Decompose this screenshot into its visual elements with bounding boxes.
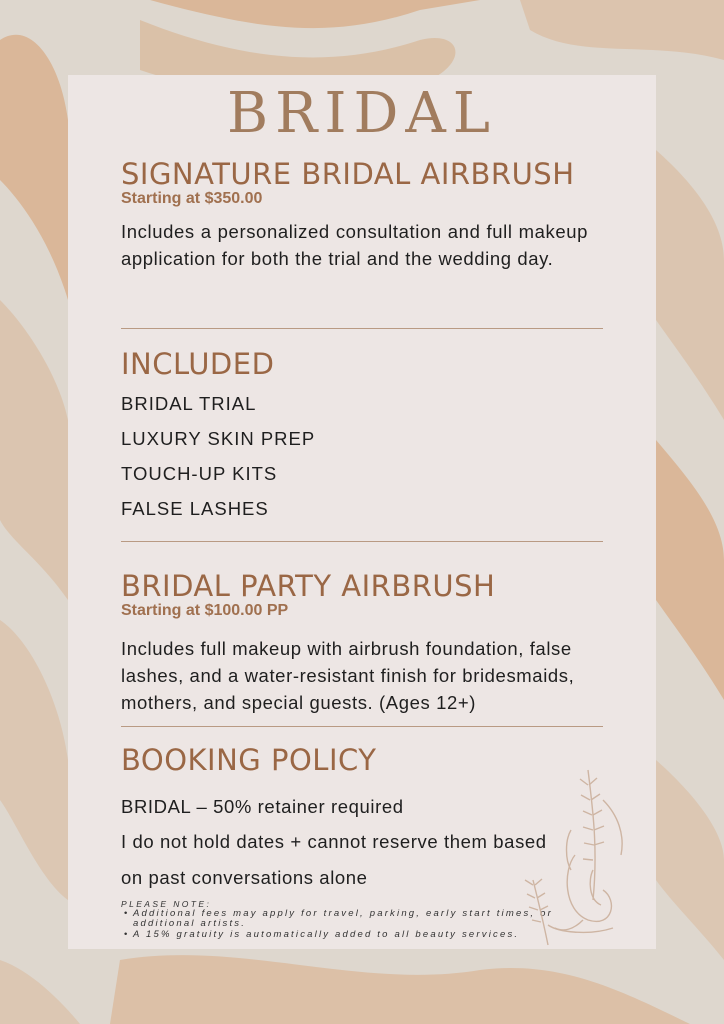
included-item: BRIDAL TRIAL <box>121 393 257 414</box>
party-price: Starting at $100.00 PP <box>121 602 289 619</box>
included-item: LUXURY SKIN PREP <box>121 428 316 449</box>
booking-line: I do not hold dates + cannot reserve them based <box>121 831 547 852</box>
included-item: TOUCH-UP KITS <box>121 463 278 484</box>
divider <box>121 328 603 329</box>
price-card <box>68 75 656 949</box>
included-heading: INCLUDED <box>121 347 275 381</box>
page-title: BRIDAL <box>227 81 497 146</box>
booking-heading: BOOKING POLICY <box>121 743 377 777</box>
party-heading: BRIDAL PARTY AIRBRUSH <box>121 569 496 603</box>
included-item: FALSE LASHES <box>121 498 269 519</box>
divider <box>121 541 603 542</box>
booking-line: on past conversations alone <box>121 867 368 888</box>
signature-description: Includes a personalized consultation and full makeup application for both the trial and the wedding day. <box>121 221 588 269</box>
note-item: • Additional fees may apply for travel, parking, early start times, or additional artists. <box>121 909 611 928</box>
note-title: PLEASE NOTE: <box>121 899 212 909</box>
party-description: Includes full makeup with airbrush foundation, false lashes, and a water-resistant finish for bridesmaids, mothers, and special guests. (Ages 12+) <box>121 638 575 713</box>
botanical-monogram-logo-icon <box>493 760 643 955</box>
divider <box>121 726 603 727</box>
booking-line: BRIDAL – 50% retainer required <box>121 796 404 817</box>
signature-price: Starting at $350.00 <box>121 190 263 207</box>
signature-heading: SIGNATURE BRIDAL AIRBRUSH <box>121 157 575 191</box>
note-item: • A 15% gratuity is automatically added to all beauty services. <box>121 930 611 940</box>
